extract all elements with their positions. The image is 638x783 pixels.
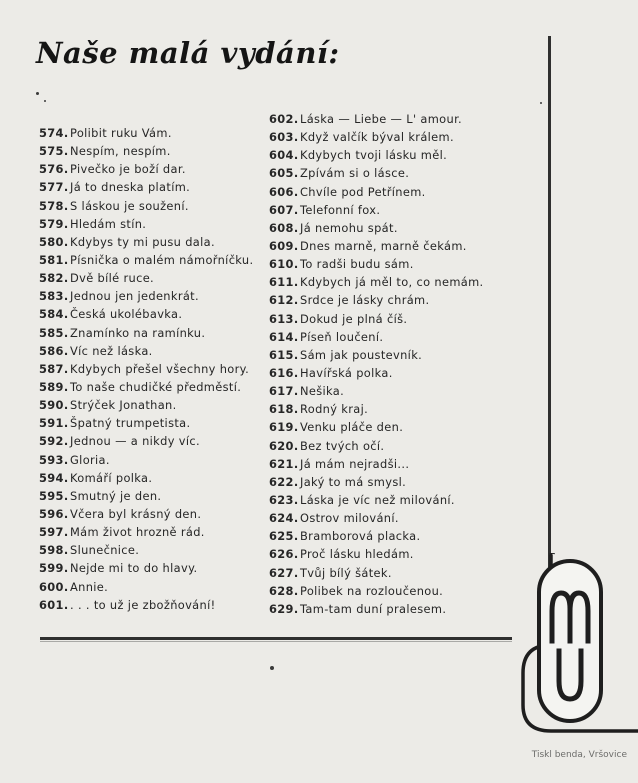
song-title: Rodný kraj. <box>300 402 369 417</box>
song-number: 599. <box>39 561 69 576</box>
song-list-item <box>39 396 271 414</box>
song-list-item <box>269 527 505 545</box>
song-title: Já nemohu spát. <box>300 220 398 235</box>
song-number: 614. <box>269 329 299 344</box>
song-list-item <box>39 324 271 342</box>
song-list-item <box>39 197 271 215</box>
song-title: Já to dneska platím. <box>70 180 191 195</box>
song-number: 625. <box>269 529 299 544</box>
song-number: 622. <box>269 474 299 489</box>
song-number: 624. <box>269 511 299 526</box>
song-number: 593. <box>39 452 69 467</box>
song-number: 594. <box>39 470 69 485</box>
song-title: Dnes marně, marně čekám. <box>300 238 467 253</box>
song-list-item <box>39 432 271 450</box>
song-number: 601. <box>39 597 69 612</box>
song-title: Píseň loučení. <box>300 329 384 344</box>
song-title: Polibek na rozloučenou. <box>300 583 444 598</box>
song-list-item <box>269 164 505 182</box>
song-number: 591. <box>39 416 69 431</box>
song-number: 623. <box>269 492 299 507</box>
song-list-item <box>39 523 271 541</box>
song-number: 610. <box>269 257 299 272</box>
song-list-item <box>39 360 271 378</box>
song-title: Kdybych já měl to, co nemám. <box>300 275 484 290</box>
song-title: To naše chudičké předměstí. <box>70 379 242 394</box>
song-title: Venku pláče den. <box>300 420 404 435</box>
song-number: 609. <box>269 238 299 253</box>
printer-imprint: Tiskl benda, Vršovice <box>531 750 627 760</box>
print-speck <box>270 666 274 670</box>
song-title: Polibit ruku Vám. <box>70 126 172 140</box>
song-number: 589. <box>39 379 69 394</box>
song-number: 618. <box>269 402 299 417</box>
song-list-item <box>269 437 505 455</box>
song-title: Nejde mi to do hlavy. <box>70 561 198 576</box>
print-speck <box>540 102 542 104</box>
song-list-item <box>39 342 271 360</box>
song-title: Srdce je lásky chrám. <box>300 293 430 308</box>
song-number: 585. <box>39 325 69 340</box>
song-number: 616. <box>269 365 299 380</box>
song-list-item <box>269 545 505 563</box>
song-number: 615. <box>269 347 299 362</box>
song-title: Láska — Liebe — L' amour. <box>300 112 463 126</box>
song-number: 578. <box>39 198 69 213</box>
song-list-item <box>39 487 271 505</box>
song-number: 580. <box>39 234 69 249</box>
song-title: Pivečko je boží dar. <box>70 162 186 177</box>
left-column-list <box>39 124 271 614</box>
song-list-item <box>269 564 505 582</box>
publisher-mu-logo-icon <box>511 553 638 733</box>
song-number: 619. <box>269 420 299 435</box>
song-title: Bez tvých očí. <box>300 438 385 453</box>
song-title: Mám život hrozně rád. <box>70 525 205 540</box>
song-title: Sám jak poustevník. <box>300 347 423 362</box>
song-number: 605. <box>269 166 299 181</box>
song-list-item <box>269 219 505 237</box>
song-list-item <box>269 128 505 146</box>
song-title: Víc než láska. <box>70 343 153 358</box>
song-title: Tvůj bílý šátek. <box>300 565 392 580</box>
song-title: Nešika. <box>300 384 345 399</box>
song-list-item <box>39 505 271 523</box>
song-number: 602. <box>269 112 299 126</box>
song-number: 586. <box>39 343 69 358</box>
song-title: To radši budu sám. <box>300 257 414 272</box>
song-number: 582. <box>39 271 69 286</box>
song-title: Ostrov milování. <box>300 511 399 526</box>
song-title: Tam-tam duní pralesem. <box>300 601 447 616</box>
song-list-item <box>39 287 271 305</box>
song-list-item <box>269 582 505 600</box>
song-number: 603. <box>269 130 299 145</box>
song-title: . . . to už je zbožňování! <box>70 597 216 612</box>
song-list-item <box>39 124 271 142</box>
song-number: 613. <box>269 311 299 326</box>
song-list-item <box>269 455 505 473</box>
song-number: 611. <box>269 275 299 290</box>
song-number: 612. <box>269 293 299 308</box>
song-list-item <box>269 110 505 128</box>
song-number: 581. <box>39 252 69 267</box>
song-number: 620. <box>269 438 299 453</box>
song-number: 597. <box>39 525 69 540</box>
song-list-item <box>269 491 505 509</box>
song-list-item <box>39 596 271 614</box>
song-number: 621. <box>269 456 299 471</box>
song-list-item <box>269 473 505 491</box>
song-list-item <box>269 328 505 346</box>
song-list-item <box>39 160 271 178</box>
song-number: 595. <box>39 488 69 503</box>
song-title: Písnička o malém námořníčku. <box>70 252 254 267</box>
song-title: Smutný je den. <box>70 488 162 503</box>
song-number: 600. <box>39 579 69 594</box>
song-number: 628. <box>269 583 299 598</box>
song-title: Česká ukolébavka. <box>70 307 183 322</box>
song-title: Komáří polka. <box>70 470 153 485</box>
song-title: Když valčík býval králem. <box>300 130 454 145</box>
song-title: Dokud je plná číš. <box>300 311 408 326</box>
song-list-item <box>269 346 505 364</box>
song-list-item <box>39 541 271 559</box>
song-number: 592. <box>39 434 69 449</box>
song-title: Kdybys ty mi pusu dala. <box>70 234 215 249</box>
song-title: S láskou je soužení. <box>70 198 189 213</box>
song-number: 575. <box>39 144 69 159</box>
song-list-item <box>269 237 505 255</box>
song-list-item <box>39 269 271 287</box>
song-list-item <box>269 146 505 164</box>
song-list-item <box>39 142 271 160</box>
song-number: 579. <box>39 216 69 231</box>
song-title: Znamínko na ramínku. <box>70 325 206 340</box>
song-number: 604. <box>269 148 299 163</box>
song-number: 626. <box>269 547 299 562</box>
song-title: Chvíle pod Petřínem. <box>300 184 426 199</box>
song-title: Gloria. <box>70 452 110 467</box>
page-title: Naše malá vydání: <box>36 36 340 70</box>
song-list-item <box>269 273 505 291</box>
song-number: 627. <box>269 565 299 580</box>
song-title: Telefonní fox. <box>300 202 381 217</box>
song-list-item <box>269 382 505 400</box>
song-list-item <box>269 183 505 201</box>
song-title: Hledám stín. <box>70 216 147 231</box>
song-number: 576. <box>39 162 69 177</box>
horizontal-rule-thin <box>40 641 512 642</box>
song-title: Annie. <box>70 579 109 594</box>
horizontal-rule <box>40 637 512 640</box>
song-title: Zpívám si o lásce. <box>300 166 410 181</box>
song-title: Jednou — a nikdy víc. <box>70 434 200 449</box>
song-number: 607. <box>269 202 299 217</box>
song-list-item <box>269 418 505 436</box>
song-list-item <box>269 255 505 273</box>
song-number: 629. <box>269 601 299 616</box>
right-column-list <box>269 110 505 618</box>
song-number: 587. <box>39 361 69 376</box>
song-number: 598. <box>39 543 69 558</box>
song-title: Kdybych přešel všechny hory. <box>70 361 250 376</box>
song-title: Havířská polka. <box>300 365 393 380</box>
song-title: Včera byl krásný den. <box>70 506 202 521</box>
song-title: Dvě bílé ruce. <box>70 271 155 286</box>
vertical-rule <box>548 36 551 582</box>
song-list-item <box>39 178 271 196</box>
song-list-item <box>39 414 271 432</box>
song-list-item <box>269 364 505 382</box>
song-list-item <box>39 233 271 251</box>
song-title: Láska je víc než milování. <box>300 492 455 507</box>
song-number: 617. <box>269 384 299 399</box>
song-title: Slunečnice. <box>70 543 140 558</box>
song-number: 584. <box>39 307 69 322</box>
song-title: Nespím, nespím. <box>70 144 171 159</box>
song-list-item <box>269 291 505 309</box>
song-number: 577. <box>39 180 69 195</box>
song-list-item <box>39 469 271 487</box>
song-list-item <box>39 378 271 396</box>
song-list-item <box>269 310 505 328</box>
song-list-item <box>269 600 505 618</box>
song-title: Jednou jen jedenkrát. <box>70 289 199 304</box>
song-list-item <box>269 400 505 418</box>
song-number: 574. <box>39 126 69 140</box>
song-title: Strýček Jonathan. <box>70 398 177 413</box>
song-title: Já mám nejradši... <box>300 456 410 471</box>
song-list-item <box>269 201 505 219</box>
song-title: Špatný trumpetista. <box>70 416 191 431</box>
song-number: 608. <box>269 220 299 235</box>
song-title: Bramborová placka. <box>300 529 421 544</box>
song-list-item <box>39 578 271 596</box>
print-speck <box>36 92 39 95</box>
song-list-item <box>269 509 505 527</box>
song-list-item <box>39 251 271 269</box>
song-number: 596. <box>39 506 69 521</box>
song-list-item <box>39 559 271 577</box>
song-number: 606. <box>269 184 299 199</box>
song-number: 590. <box>39 398 69 413</box>
song-list-item <box>39 215 271 233</box>
song-title: Proč lásku hledám. <box>300 547 414 562</box>
song-title: Kdybych tvoji lásku měl. <box>300 148 448 163</box>
song-list-item <box>39 305 271 323</box>
song-number: 583. <box>39 289 69 304</box>
print-speck <box>44 100 46 102</box>
song-title: Jaký to má smysl. <box>300 474 407 489</box>
song-list-item <box>39 451 271 469</box>
